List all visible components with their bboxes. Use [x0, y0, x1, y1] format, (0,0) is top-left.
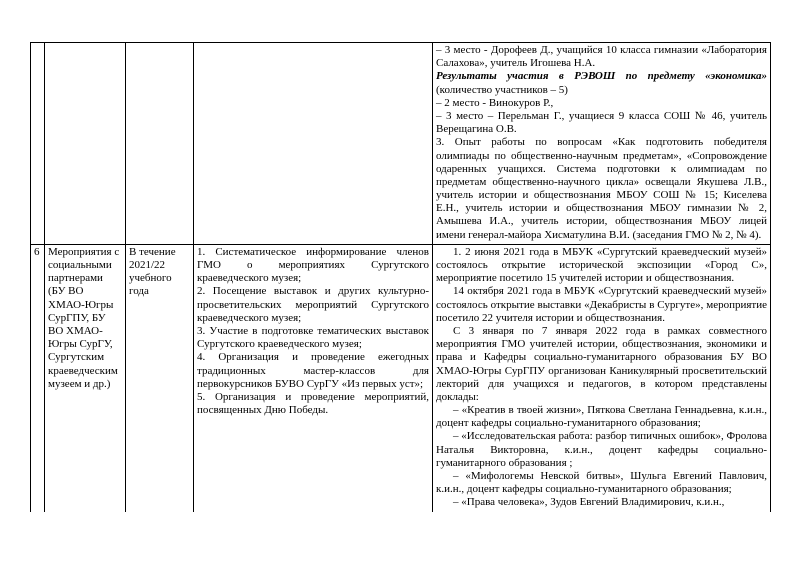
text-run: 1. 2 июня 2021 года в МБУК «Сургутский краеведческий музей» состоялось открытие исторической экспозиции «Город С», мероприятие посетило 15 учителей истории и обществознания. [436, 245, 767, 285]
text-run: 3. Опыт работы по вопросам «Как подготовить победителя олимпиады по общественно-научным предметам», «Сопровождение одаренных учащихся. Система подготовки к олимпиадам по предметам общественно-научного цикла» освещали Якушева Л.В., учитель истории и обществознания МБОУ СОШ № 15; Киселева Е.Н., учитель истории и обществознания МБОУ гимназии № 2, Амышева И.А., учитель истории, обществознания МБОУ лицей имени генерал-майора Хисматулина В.И. (заседания ГМО № 2, № 4). [436, 136, 767, 241]
paragraph [436, 110, 767, 136]
text-run: 1. Систематическое информирование членов ГМО о мероприятиях Сургутского краеведческого музея; [197, 245, 429, 285]
paragraph [436, 246, 767, 286]
paragraph [436, 496, 767, 509]
table-row-continuation [31, 43, 771, 245]
text-run: 4. Организация и проведение ежегодных традиционных мастер-классов для первокурсников БУВО СурГУ «Из первых уст»; [197, 351, 429, 390]
paragraph [197, 351, 429, 391]
text-run: С 3 января по 7 января 2022 года в рамках совместного мероприятия ГМО учителей истории, обществознания, экономики и права и Кафедры социально-гуманитарного образования БУ ВО ХМАО-Югры СурГПУ организован Каникулярный просветительский лекторий для учащихся и педагогов, в котором представлены доклады: [436, 324, 767, 403]
paragraph [197, 325, 429, 351]
paragraph [197, 391, 429, 417]
text-run: Результаты участия в РЭВОШ по предмету «экономика» [436, 70, 767, 83]
results-cell [433, 244, 771, 511]
partner-cell: Мероприятия с социальными партнерами (БУ ВО ХМАО-Югры СурГПУ, БУ ВО ХМАО-Югры СурГУ, Сургутским краеведческим музеем и др.) [45, 244, 126, 511]
paragraph [436, 325, 767, 404]
text-run: – «Мифологемы Невской битвы», Шульга Евгений Павлович, к.и.н., доцент кафедры социально-гуманитарного образования; [436, 470, 767, 496]
paragraph [436, 97, 767, 110]
activities-cell [194, 244, 433, 511]
text-run: – 3 место - Дорофеев Д., учащийся 10 класса гимназии «Лаборатория Салахова», учитель Игошева Н.А. [436, 44, 767, 70]
paragraph [436, 136, 767, 242]
report-table [30, 42, 771, 512]
paragraph [436, 404, 767, 430]
text-run: – 2 место - Винокуров Р., [436, 96, 554, 109]
text-run: – 3 место – Перельман Г., учащиеся 9 класса СОШ № 46, учитель Верещагина О.В. [436, 109, 767, 136]
text-run: – «Креатив в твоей жизни», Пяткова Светлана Геннадьевна, к.и.н., доцент кафедры социально-гуманитарного образования; [436, 404, 767, 430]
timing-cell-empty [126, 43, 194, 245]
paragraph [436, 285, 767, 325]
table-row-6 [31, 244, 771, 511]
results-cell [433, 43, 771, 245]
text-run: (количество участников – 5) [436, 83, 568, 96]
activities-cell-empty [194, 43, 433, 245]
paragraph [197, 285, 429, 325]
text-run: 2. Посещение выставок и других культурно-просветительских мероприятий Сургутского краеведческого музея; [197, 285, 429, 324]
text-run: 14 октября 2021 года в МБУК «Сургутский краеведческий музей» состоялось открытие выставки «Декабристы в Сургуте», мероприятие посетило 22 учителя истории и обществознания. [436, 285, 767, 324]
paragraph [436, 430, 767, 470]
text-run: – «Права человека», Зудов Евгений Владимирович, к.и.н., [453, 496, 725, 509]
paragraph [436, 44, 767, 70]
paragraph [436, 70, 767, 96]
timing-cell: В течение 2021/22 учебного года [126, 244, 194, 511]
text-run: 3. Участие в подготовке тематических выставок Сургутского краеведческого музея; [197, 324, 429, 351]
row-number-cell: 6 [31, 244, 45, 511]
paragraph [436, 470, 767, 496]
paragraph [197, 246, 429, 286]
partner-cell-empty [45, 43, 126, 245]
text-run: 5. Организация и проведение мероприятий, посвященных Дню Победы. [197, 390, 429, 417]
row-number-cell-empty [31, 43, 45, 245]
text-run: – «Исследовательская работа: разбор типичных ошибок», Фролова Наталья Викторовна, к.и.н., доцент кафедры социально-гуманитарного образования ; [436, 430, 767, 469]
